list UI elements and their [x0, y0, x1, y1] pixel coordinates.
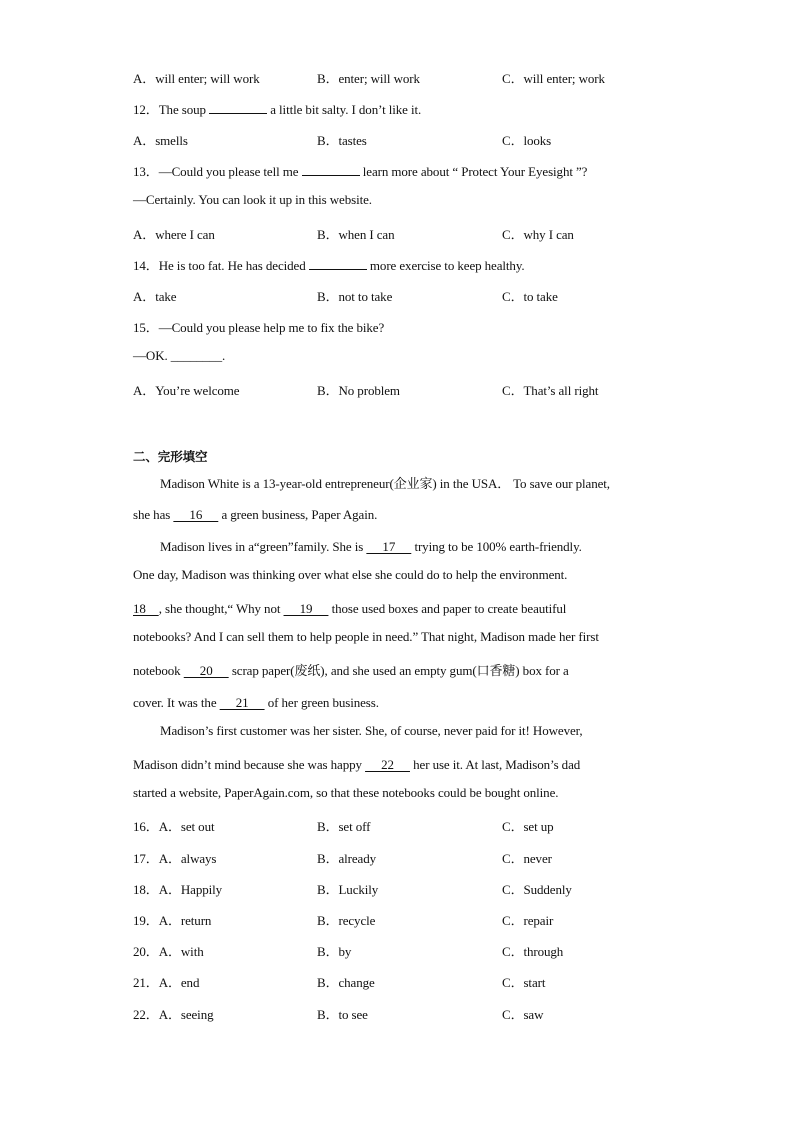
q22-option-b: B．to see: [317, 1007, 368, 1022]
q13-reply: —Certainly. You can look it up in this website.: [133, 192, 372, 207]
passage-line-7: [133, 660, 569, 679]
blank-17: 17: [366, 539, 412, 554]
q14-stem: [133, 255, 525, 274]
q17-option-b: B．already: [317, 851, 377, 866]
passage-text: , she thought,“ Why not: [158, 601, 281, 616]
q12-stem: [133, 99, 421, 118]
q12-option-a: A．smells: [133, 133, 188, 148]
passage-line-5: [133, 598, 566, 617]
q16-option-a: 16．A．set out: [133, 819, 215, 834]
passage-line-8: [133, 692, 379, 711]
passage-line-4: One day, Madison was thinking over what else she could do to help the environment.: [133, 567, 568, 582]
blank-16: 16: [173, 507, 219, 522]
q20-option-a: 20．A．with: [133, 944, 204, 959]
passage-text: notebook: [133, 663, 181, 678]
passage-text: of her green business.: [267, 695, 379, 710]
q16-option-c: C．set up: [502, 819, 554, 834]
q14-option-a: A．take: [133, 289, 177, 304]
blank-19: 19: [283, 601, 329, 616]
q13-option-c: C．why I can: [502, 227, 574, 242]
q13-stem-end: learn more about “ Protect Your Eyesight ”?: [359, 164, 588, 179]
q13-option-b: B．when I can: [317, 227, 395, 242]
q19-option-c: C．repair: [502, 913, 554, 928]
passage-text: those used boxes and paper to create beautiful: [331, 601, 567, 616]
q19-option-b: B．recycle: [317, 913, 376, 928]
q12-option-b: B．tastes: [317, 133, 367, 148]
q14-option-c: C．to take: [502, 289, 558, 304]
blank-21: 21: [219, 695, 265, 710]
answer-blank: [302, 163, 360, 176]
section-title: 二、完形填空: [133, 449, 208, 464]
passage-line-2: [133, 504, 377, 523]
answer-blank: [309, 257, 367, 270]
q14-stem-start: 14．He is too fat. He has decided: [133, 258, 309, 273]
q13-stem-start: 13．—Could you please tell me: [133, 164, 302, 179]
passage-line-11: started a website, PaperAgain.com, so that these notebooks could be bought online.: [133, 785, 559, 800]
q11-option-c: C．will enter; work: [502, 71, 605, 86]
passage-text: her use it. At last, Madison’s dad: [413, 757, 581, 772]
q20-option-c: C．through: [502, 944, 564, 959]
blank-18: 18: [133, 601, 159, 616]
q18-option-c: C．Suddenly: [502, 882, 572, 897]
passage-text: Madison lives in a“green”family. She is: [160, 539, 364, 554]
q20-option-b: B．by: [317, 944, 352, 959]
passage-line-10: [133, 754, 580, 773]
q19-option-a: 19．A．return: [133, 913, 212, 928]
q22-option-c: C．saw: [502, 1007, 544, 1022]
q17-option-c: C．never: [502, 851, 552, 866]
q15-reply: —OK. ________.: [133, 348, 226, 363]
q11-option-a: A．will enter; will work: [133, 71, 260, 86]
q21-option-b: B．change: [317, 975, 375, 990]
q15-option-a: A．You’re welcome: [133, 383, 240, 398]
q12-stem-start: 12．The soup: [133, 102, 210, 117]
passage-text: scrap paper(废纸), and she used an empty gum(口香糖) box for a: [231, 663, 569, 678]
passage-text: cover. It was the: [133, 695, 217, 710]
q15-option-c: C．That’s all right: [502, 383, 599, 398]
passage-text: she has: [133, 507, 171, 522]
blank-20: 20: [183, 663, 229, 678]
q18-option-b: B．Luckily: [317, 882, 379, 897]
q15-option-b: B．No problem: [317, 383, 400, 398]
q14-option-b: B．not to take: [317, 289, 393, 304]
passage-line-3: [160, 536, 582, 555]
q22-option-a: 22．A．seeing: [133, 1007, 214, 1022]
q15-stem: 15．—Could you please help me to fix the bike?: [133, 320, 385, 335]
q18-option-a: 18．A．Happily: [133, 882, 223, 897]
q13-option-a: A．where I can: [133, 227, 215, 242]
q21-option-a: 21．A．end: [133, 975, 200, 990]
blank-22: 22: [365, 757, 410, 772]
passage-line-1: Madison White is a 13-year-old entrepreneur(企业家) in the USA． To save our planet,: [160, 476, 610, 491]
passage-text: a green business, Paper Again.: [221, 507, 378, 522]
q11-option-b: B．enter; will work: [317, 71, 420, 86]
answer-blank: [209, 101, 267, 114]
q21-option-c: C．start: [502, 975, 546, 990]
q12-option-c: C．looks: [502, 133, 552, 148]
passage-line-6: notebooks? And I can sell them to help people in need.” That night, Madison made her first: [133, 629, 599, 644]
passage-text: Madison didn’t mind because she was happy: [133, 757, 362, 772]
passage-text: trying to be 100% earth-friendly.: [414, 539, 582, 554]
q14-stem-end: more exercise to keep healthy.: [366, 258, 525, 273]
q16-option-b: B．set off: [317, 819, 371, 834]
q13-stem: [133, 161, 587, 180]
passage-line-9: Madison’s first customer was her sister. She, of course, never paid for it! However,: [160, 723, 583, 738]
q12-stem-end: a little bit salty. I don’t like it.: [267, 102, 422, 117]
q17-option-a: 17．A．always: [133, 851, 217, 866]
